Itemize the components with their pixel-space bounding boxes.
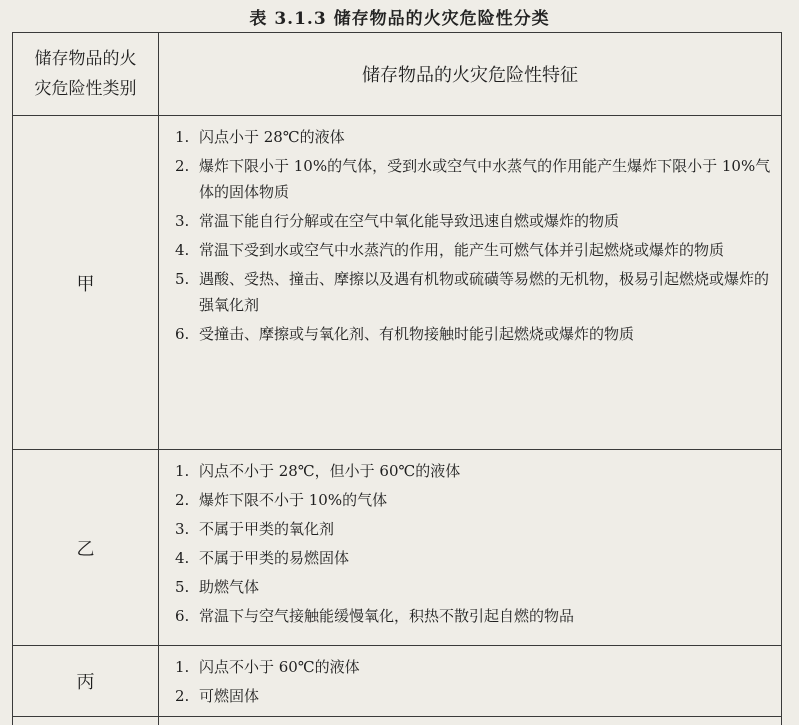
item-number: 5.: [175, 578, 190, 596]
item-text: 受撞击、摩擦或与氧化剂、有机物接触时能引起燃烧或爆炸的物质: [199, 325, 635, 343]
header-category-line2: 灾危险性类别: [34, 79, 137, 99]
item-text: 爆炸下限小于 10%的气体，受到水或空气中水蒸气的作用能产生爆炸下限小于 10%气体的固体物质: [199, 157, 771, 201]
item-number: 3.: [175, 212, 190, 230]
item-number: 2.: [175, 491, 190, 509]
item-text: 闪点不小于 28℃，但小于 60℃的液体: [199, 462, 461, 480]
list-item: [175, 237, 775, 263]
category-cell: 乙: [13, 450, 159, 646]
list-item: [175, 153, 775, 205]
list-item: [175, 124, 775, 150]
item-number: 6.: [175, 325, 190, 343]
list-item: [175, 321, 775, 347]
list-item: [175, 487, 775, 513]
category-cell: 甲: [13, 116, 159, 450]
item-text: 遇酸、受热、撞击、摩擦以及遇有机物或硫磺等易燃的无机物，极易引起燃烧或爆炸的强氧化剂: [199, 270, 770, 314]
list-item: [175, 603, 775, 629]
item-number: 4.: [175, 549, 190, 567]
item-number: 6.: [175, 607, 190, 625]
item-text: 不属于甲类的易燃固体: [199, 549, 350, 567]
list-item: [175, 683, 775, 709]
item-text: 助燃气体: [199, 578, 260, 596]
feature-cell-continuation: [159, 717, 782, 725]
item-number: 1.: [175, 128, 190, 146]
category-cell-continuation: [13, 717, 159, 725]
table-title: 表 3.1.3 储存物品的火灾危险性分类: [249, 9, 550, 29]
item-number: 1.: [175, 462, 190, 480]
header-category: [13, 33, 159, 116]
item-text: 常温下能自行分解或在空气中氧化能导致迅速自燃或爆炸的物质: [199, 212, 620, 230]
item-text: 闪点小于 28℃的液体: [199, 128, 345, 146]
list-item: [175, 516, 775, 542]
table-row: [13, 116, 782, 450]
list-item: [175, 266, 775, 318]
item-number: 5.: [175, 270, 190, 288]
header-feature: 储存物品的火灾危险性特征: [159, 33, 782, 116]
item-number: 4.: [175, 241, 190, 259]
item-text: 爆炸下限不小于 10%的气体: [199, 491, 388, 509]
item-number: 2.: [175, 157, 190, 175]
table-row: [13, 646, 782, 717]
item-number: 1.: [175, 658, 190, 676]
feature-cell: [159, 116, 782, 450]
feature-cell: [159, 450, 782, 646]
item-text: 不属于甲类的氧化剂: [199, 520, 335, 538]
header-category-line1: 储存物品的火: [34, 49, 137, 69]
item-text: 常温下与空气接触能缓慢氧化，积热不散引起自燃的物品: [199, 607, 575, 625]
hazard-classification-table: [12, 32, 782, 725]
item-text: 可燃固体: [199, 687, 260, 705]
item-text: 闪点不小于 60℃的液体: [199, 658, 360, 676]
list-item: [175, 654, 775, 680]
table-row: [13, 450, 782, 646]
list-item: [175, 545, 775, 571]
item-number: 3.: [175, 520, 190, 538]
list-item: [175, 458, 775, 484]
item-number: 2.: [175, 687, 190, 705]
category-cell: 丙: [13, 646, 159, 717]
feature-cell: [159, 646, 782, 717]
list-item: [175, 208, 775, 234]
table-row-continuation: [13, 717, 782, 725]
item-text: 常温下受到水或空气中水蒸汽的作用，能产生可燃气体并引起燃烧或爆炸的物质: [199, 241, 725, 259]
header-row: [13, 33, 782, 116]
list-item: [175, 574, 775, 600]
